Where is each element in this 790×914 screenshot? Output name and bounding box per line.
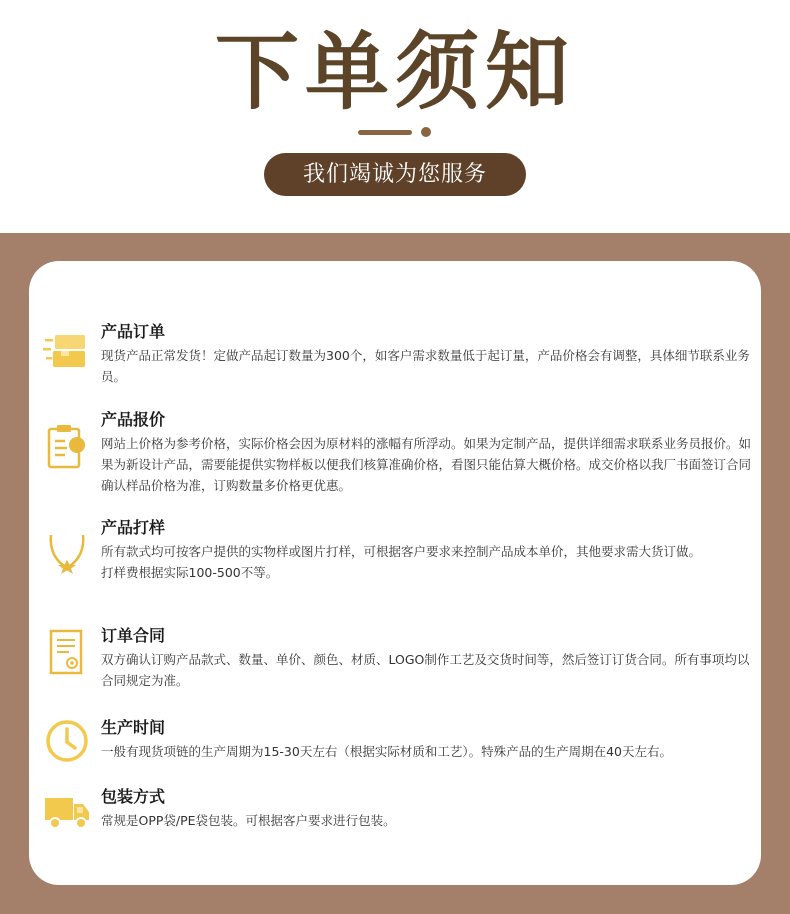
section-text: 常规是OPP袋/PE袋包装。可根据客户要求进行包装。: [101, 813, 396, 828]
truck-icon: [43, 788, 91, 836]
boxes-icon: [43, 329, 91, 377]
contract-icon: [43, 629, 91, 677]
section-body: [101, 541, 751, 583]
section-body: [101, 649, 751, 691]
decorative-line: [358, 130, 412, 135]
clock-icon: [43, 717, 91, 765]
section-title: 产品打样: [101, 518, 166, 537]
section-title: 订单合同: [101, 626, 166, 645]
page-title: 下单须知: [214, 22, 575, 121]
section-body: [101, 433, 751, 496]
decorative-dot: [421, 127, 431, 137]
section-body: [101, 741, 751, 762]
notice-card: [29, 261, 761, 885]
section-text: 网站上价格为参考价格，实际价格会因为原材料的涨幅有所浮动。如果为定制产品，提供详细需求联系业务员报价。如果为新设计产品，需要能提供实物样板以便我们核算准确价格，看图只能估算大概价格。成交价格以我厂书面签订合同确认样品价格为准，订购数量多价格更优惠。: [101, 436, 752, 493]
section-title: 产品订单: [101, 322, 166, 341]
section-title: 包装方式: [101, 787, 166, 806]
necklace-icon: [43, 533, 91, 581]
header: [0, 0, 790, 233]
clipboard-icon: [43, 423, 91, 471]
section-title: 产品报价: [101, 410, 166, 429]
subtitle-badge: 我们竭诚为您服务: [264, 153, 526, 196]
section-text: 现货产品正常发货！定做产品起订数量为300个，如客户需求数量低于起订量，产品价格会有调整，具体细节联系业务员。: [101, 348, 750, 384]
section-text: 所有款式均可按客户提供的实物样或图片打样，可根据客户要求来控制产品成本单价，其他要求需大货订做。: [101, 544, 702, 559]
section-text: 一般有现货项链的生产周期为15-30天左右（根据实际材质和工艺）。特殊产品的生产周期在40天左右。: [101, 744, 672, 759]
section-text: 打样费根据实际100-500不等。: [101, 565, 279, 580]
section-body: [101, 810, 751, 831]
section-text: 双方确认订购产品款式、数量、单价、颜色、材质、LOGO制作工艺及交货时间等，然后签订订货合同。所有事项均以合同规定为准。: [101, 652, 750, 688]
section-title: 生产时间: [101, 718, 166, 737]
section-body: [101, 345, 751, 387]
